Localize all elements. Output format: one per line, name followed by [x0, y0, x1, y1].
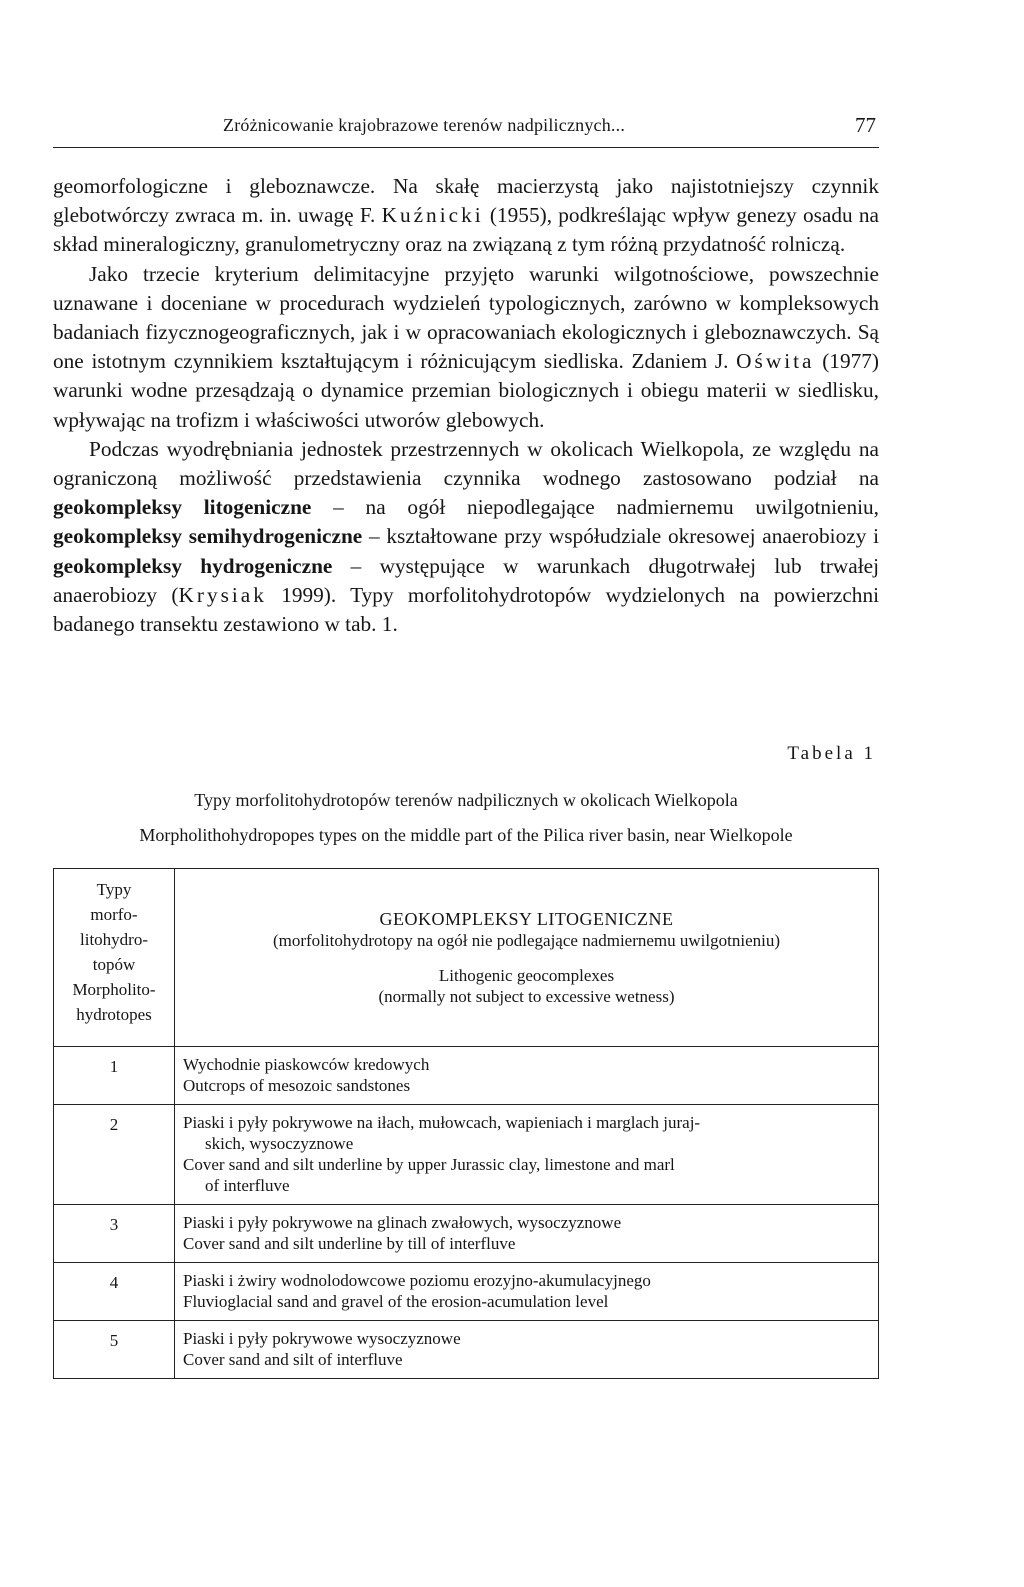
paragraph-2-text: Jako trzecie kryterium delimitacyjne przyjęto warunki wilgotnościowe, powszechnie uznawane i doceniane w procedurach wydzieleń typologicznych, zarówno w kompleksowych badaniach fizycznogeograficznych, jak i w opracowaniach ekologicznych i gleboznawczych. Są one istotnym czynnikiem kształtującym i różnicującym siedliska. Zdaniem J.: [53, 261, 879, 374]
row-number: 1: [54, 1047, 175, 1105]
description-english: Cover sand and silt of interfluve: [183, 1350, 403, 1369]
table-row: [54, 1263, 879, 1321]
term-lithogenic: geokompleksy litogeniczne: [53, 495, 312, 520]
row-number: 3: [54, 1205, 175, 1263]
body-text: [53, 172, 879, 639]
description-polish-cont: skich, wysoczyznowe: [205, 1134, 354, 1153]
header-title-polish: GEOKOMPLEKSY LITOGENICZNE: [379, 908, 674, 929]
running-head-title: Zróżnicowanie krajobrazowe terenów nadpilicznych...: [223, 115, 626, 135]
description-polish: Piaski i żwiry wodnolodowcowe poziomu erozyjno-akumulacyjnego: [183, 1271, 651, 1290]
paragraph-1-text: geomorfologiczne i gleboznawcze. Na skałę macierzystą jako najistotniejszy czynnik glebotwórczy zwraca m. in. uwagę F.: [53, 174, 879, 228]
term-hydrogenic: geokompleksy hydrogeniczne: [53, 553, 333, 578]
description-english: Fluvioglacial sand and gravel of the erosion-acumulation level: [183, 1292, 609, 1311]
paragraph-1-end: (1955), podkreślając wpływ genezy osadu na skład mineralogiczny, granulometryczny oraz na związaną z tym różną przydatność rolniczą.: [53, 203, 879, 257]
description-english: Cover sand and silt underline by upper Jurassic clay, limestone and marl: [183, 1155, 675, 1174]
row-description: [175, 1047, 879, 1105]
row-description: [175, 1263, 879, 1321]
row-number: 4: [54, 1263, 175, 1321]
paragraph-2: [53, 260, 879, 435]
author-name: Kuźnicki: [381, 203, 484, 228]
table-row: [54, 1105, 879, 1205]
header-left-line: topów: [92, 955, 136, 974]
paragraph-3-text: – występujące w warunkach długotrwałej lub trwałej anaerobiozy (: [53, 553, 879, 607]
running-head: [53, 113, 879, 148]
header-subtitle-polish: (morfolitohydrotopy na ogół nie podlegające nadmiernemu uwilgotnieniu): [272, 930, 781, 950]
table-row: [54, 1205, 879, 1263]
paragraph-1: [53, 172, 879, 260]
author-name: Oświta: [736, 349, 815, 374]
header-left-line: litohydro-: [80, 930, 148, 949]
header-left-line: hydrotopes: [76, 1005, 152, 1024]
description-english-cont: of interfluve: [205, 1176, 290, 1195]
table-header-geocomplexes: [175, 869, 879, 1047]
header-left-line: Morpholito-: [72, 980, 156, 999]
header-subtitle-english: (normally not subject to excessive wetness): [378, 986, 675, 1006]
paragraph-3-text: Podczas wyodrębniania jednostek przestrzennych w okolicach Wielkopola, ze względu na ograniczoną możliwość przedstawienia czynnika wodnego zastosowano podział na: [53, 436, 879, 491]
description-polish: Piaski i pyły pokrywowe na iłach, mułowcach, wapieniach i marglach juraj-: [183, 1113, 701, 1132]
paragraph-3-text: – na ogół niepodlegające nadmiernemu uwilgotnieniu,: [311, 495, 879, 520]
author-name: Krysiak: [178, 582, 267, 607]
table-row: [54, 1047, 879, 1105]
description-polish: Piaski i pyły pokrywowe na glinach zwałowych, wysoczyznowe: [183, 1213, 622, 1232]
description-polish: Piaski i pyły pokrywowe wysoczyznowe: [183, 1329, 461, 1348]
morpholithohydrotopes-table: [53, 868, 879, 1379]
paragraph-2-end: (1977) warunki wodne przesądzają o dynamice przemian biologicznych i obiegu materii w siedlisku, wpływając na trofizm i właściwości utworów glebowych.: [53, 349, 879, 432]
header-left-line: Typy: [96, 880, 132, 899]
page-number: 77: [855, 113, 876, 137]
header-title-english: Lithogenic geocomplexes: [438, 965, 615, 985]
paragraph-3-end: 1999). Typy morfolitohydrotopów wydzielonych na powierzchni badanego transektu zestawiono w tab. 1.: [53, 582, 880, 637]
table-row: [54, 1321, 879, 1379]
description-english: Outcrops of mesozoic sandstones: [183, 1076, 411, 1095]
description-polish: Wychodnie piaskowców kredowych: [183, 1055, 430, 1074]
table-label: Tabela 1: [787, 743, 876, 764]
row-description: [175, 1105, 879, 1205]
table-header-row: [54, 869, 879, 1047]
row-description: [175, 1321, 879, 1379]
row-description: [175, 1205, 879, 1263]
paragraph-3: [53, 435, 879, 639]
table-caption-english: Morpholithohydropopes types on the middle part of the Pilica river basin, near Wielkopole: [139, 825, 793, 845]
table-caption-polish: Typy morfolitohydrotopów terenów nadpilicznych w okolicach Wielkopola: [194, 790, 738, 810]
description-english: Cover sand and silt underline by till of interfluve: [183, 1234, 516, 1253]
row-number: 2: [54, 1105, 175, 1205]
paragraph-3-text: – kształtowane przy współudziale okresowej anaerobiozy i: [362, 524, 879, 549]
term-semihydrogenic: geokompleksy semihydrogeniczne: [53, 524, 363, 549]
table-header-types: [54, 869, 175, 1047]
header-left-line: morfo-: [90, 905, 138, 924]
row-number: 5: [54, 1321, 175, 1379]
